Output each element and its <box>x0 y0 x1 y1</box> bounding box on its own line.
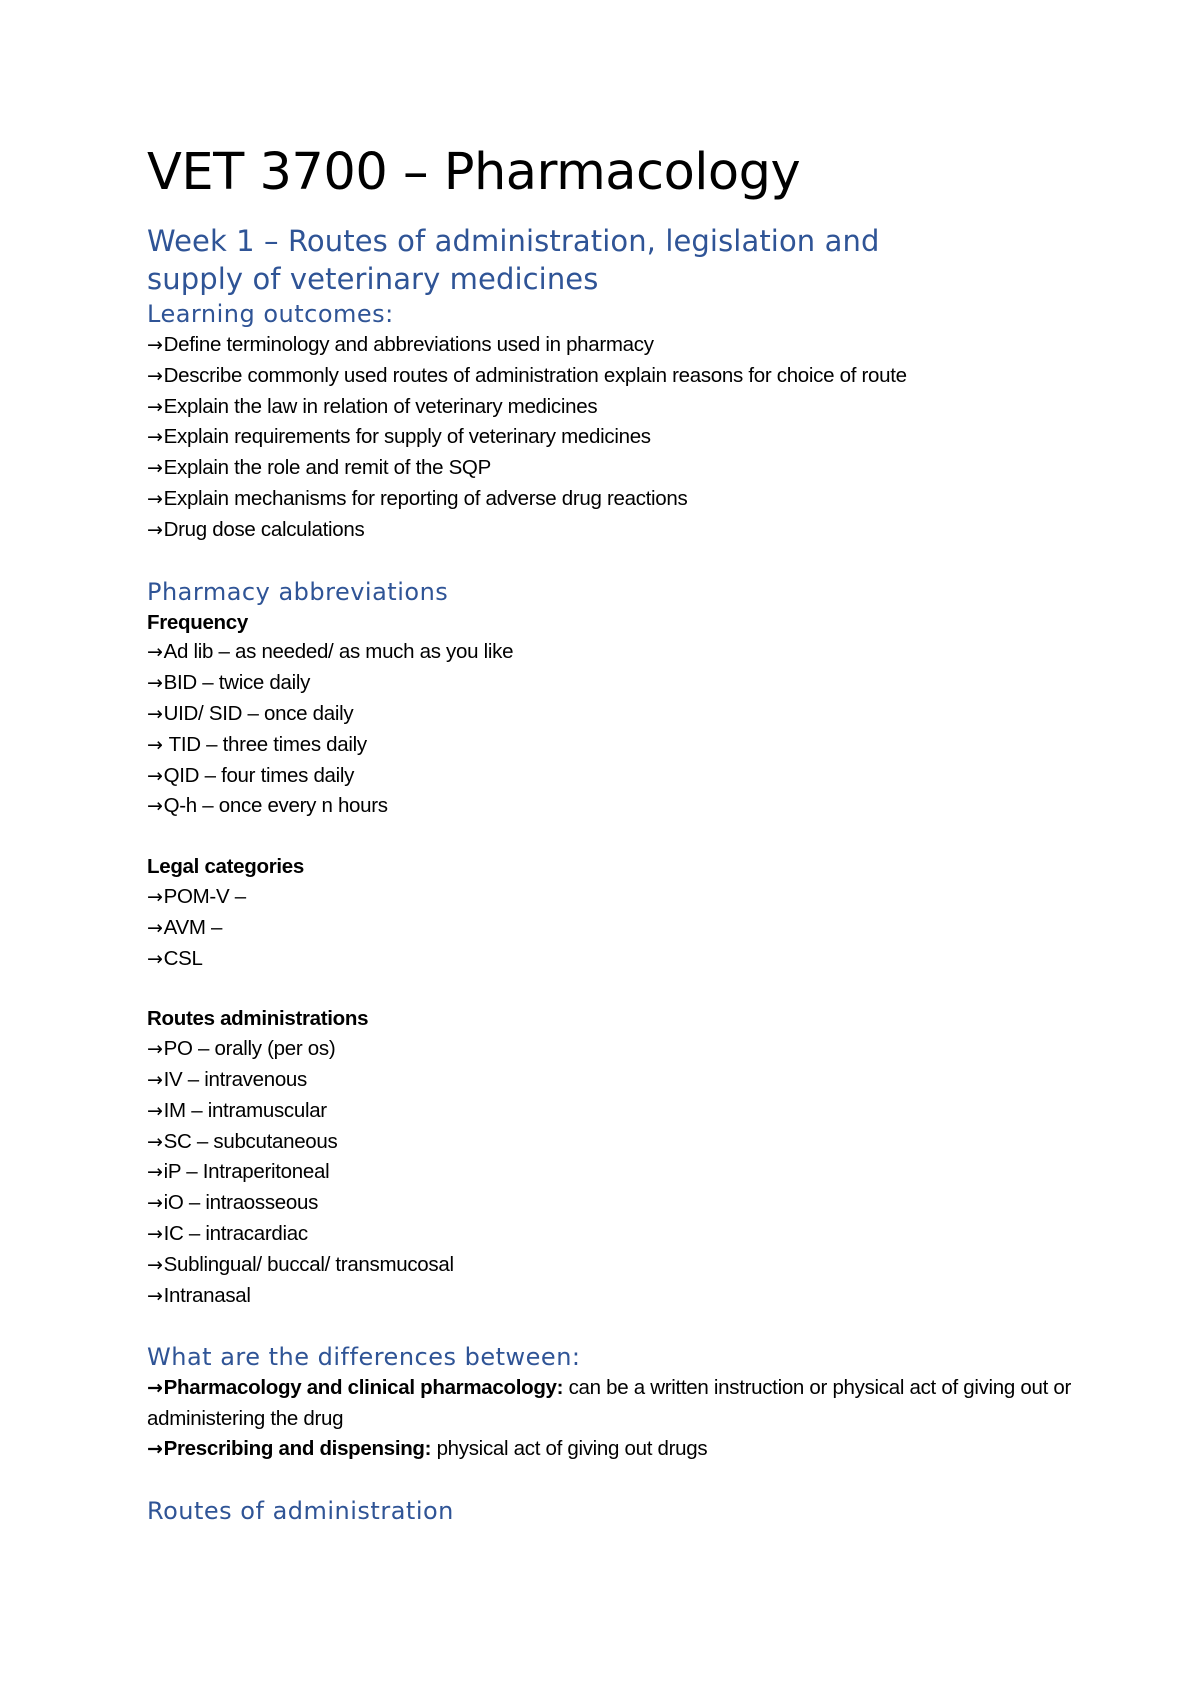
list-item: →IC – intracardiac <box>147 1219 1087 1250</box>
legal-categories-list <box>147 882 1087 974</box>
spacer <box>147 974 1087 1004</box>
arrow-icon: → <box>147 702 163 725</box>
arrow-icon: → <box>147 795 163 818</box>
frequency-label: Frequency <box>147 610 248 634</box>
arrow-icon: → <box>147 334 163 356</box>
arrow-icon: → <box>147 1377 163 1400</box>
arrow-icon: → <box>147 1222 163 1245</box>
spacer <box>147 822 1087 852</box>
list-item: →POM-V – <box>147 882 1087 913</box>
difference-term: Pharmacology and clinical pharmacology: <box>163 1376 564 1400</box>
arrow-icon: → <box>147 364 163 387</box>
arrow-icon: → <box>147 764 163 787</box>
arrow-icon: → <box>147 885 163 908</box>
arrow-icon: → <box>147 395 163 418</box>
difference-text: can be a written instruction or physical act of giving out or administering the drug <box>147 1376 1072 1431</box>
list-item: →Define terminology and abbreviations used in pharmacy <box>147 330 1087 361</box>
arrow-icon: → <box>147 916 163 939</box>
list-item: →iP – Intraperitoneal <box>147 1157 1087 1188</box>
routes-list <box>147 1034 1087 1311</box>
list-item: →PO – orally (per os) <box>147 1034 1087 1065</box>
frequency-list <box>147 637 1087 822</box>
list-item: →AVM – <box>147 913 1087 944</box>
differences-heading: What are the differences between: <box>147 1343 581 1372</box>
routes-of-administration-heading: Routes of administration <box>147 1496 454 1525</box>
arrow-icon: → <box>147 672 163 695</box>
arrow-icon: → <box>147 947 163 970</box>
learning-outcomes-heading: Learning outcomes: <box>147 300 394 328</box>
list-item: →Q-h – once every n hours <box>147 791 1087 822</box>
list-item: →Drug dose calculations <box>147 515 1087 546</box>
list-item: →SC – subcutaneous <box>147 1127 1087 1158</box>
arrow-icon: → <box>147 1130 163 1153</box>
list-item: →Explain requirements for supply of veterinary medicines <box>147 422 1087 453</box>
list-item: →Explain the law in relation of veterinary medicines <box>147 392 1087 423</box>
list-item: →QID – four times daily <box>147 761 1087 792</box>
list-item: →BID – twice daily <box>147 668 1087 699</box>
list-item: →Sublingual/ buccal/ transmucosal <box>147 1250 1087 1281</box>
week-heading <box>147 222 1087 298</box>
list-item: →iO – intraosseous <box>147 1188 1087 1219</box>
week-heading-line-1: Week 1 – Routes of administration, legislation and <box>147 224 880 258</box>
arrow-icon: → <box>147 1284 163 1307</box>
list-item: →CSL <box>147 944 1087 975</box>
arrow-icon: → <box>147 487 163 510</box>
abbreviations-heading: Pharmacy abbreviations <box>147 577 449 606</box>
arrow-icon: → <box>147 1068 163 1091</box>
arrow-icon: → <box>147 426 163 449</box>
arrow-icon: → <box>147 1099 163 1122</box>
list-item: →Ad lib – as needed/ as much as you like <box>147 637 1087 668</box>
arrow-icon: → <box>147 1161 163 1184</box>
list-item <box>147 1373 1087 1434</box>
arrow-icon: → <box>147 1253 163 1276</box>
list-item: →Describe commonly used routes of administration explain reasons for choice of route <box>147 361 1087 392</box>
list-item: →UID/ SID – once daily <box>147 699 1087 730</box>
arrow-icon: → <box>147 1437 163 1460</box>
list-item: →IM – intramuscular <box>147 1096 1087 1127</box>
arrow-icon: → <box>147 1038 163 1061</box>
differences-list <box>147 1373 1087 1464</box>
list-item: → TID – three times daily <box>147 730 1087 761</box>
difference-term: Prescribing and dispensing: <box>163 1436 432 1460</box>
arrow-icon: → <box>147 457 163 480</box>
list-item: →Explain mechanisms for reporting of adverse drug reactions <box>147 484 1087 515</box>
learning-outcomes-list <box>147 330 1087 546</box>
list-item: →Intranasal <box>147 1281 1087 1312</box>
arrow-icon: → <box>147 641 163 664</box>
list-item: →Explain the role and remit of the SQP <box>147 453 1087 484</box>
legal-categories-label: Legal categories <box>147 855 304 879</box>
document-content <box>147 138 1087 1527</box>
list-item: →IV – intravenous <box>147 1065 1087 1096</box>
list-item <box>147 1434 1087 1465</box>
arrow-icon: → <box>147 518 163 541</box>
week-heading-line-2: supply of veterinary medicines <box>147 262 599 296</box>
arrow-icon: → <box>147 733 163 756</box>
routes-label: Routes administrations <box>147 1007 369 1031</box>
difference-text: physical act of giving out drugs <box>431 1436 708 1460</box>
arrow-icon: → <box>147 1192 163 1215</box>
document-title: VET 3700 – Pharmacology <box>147 143 801 202</box>
